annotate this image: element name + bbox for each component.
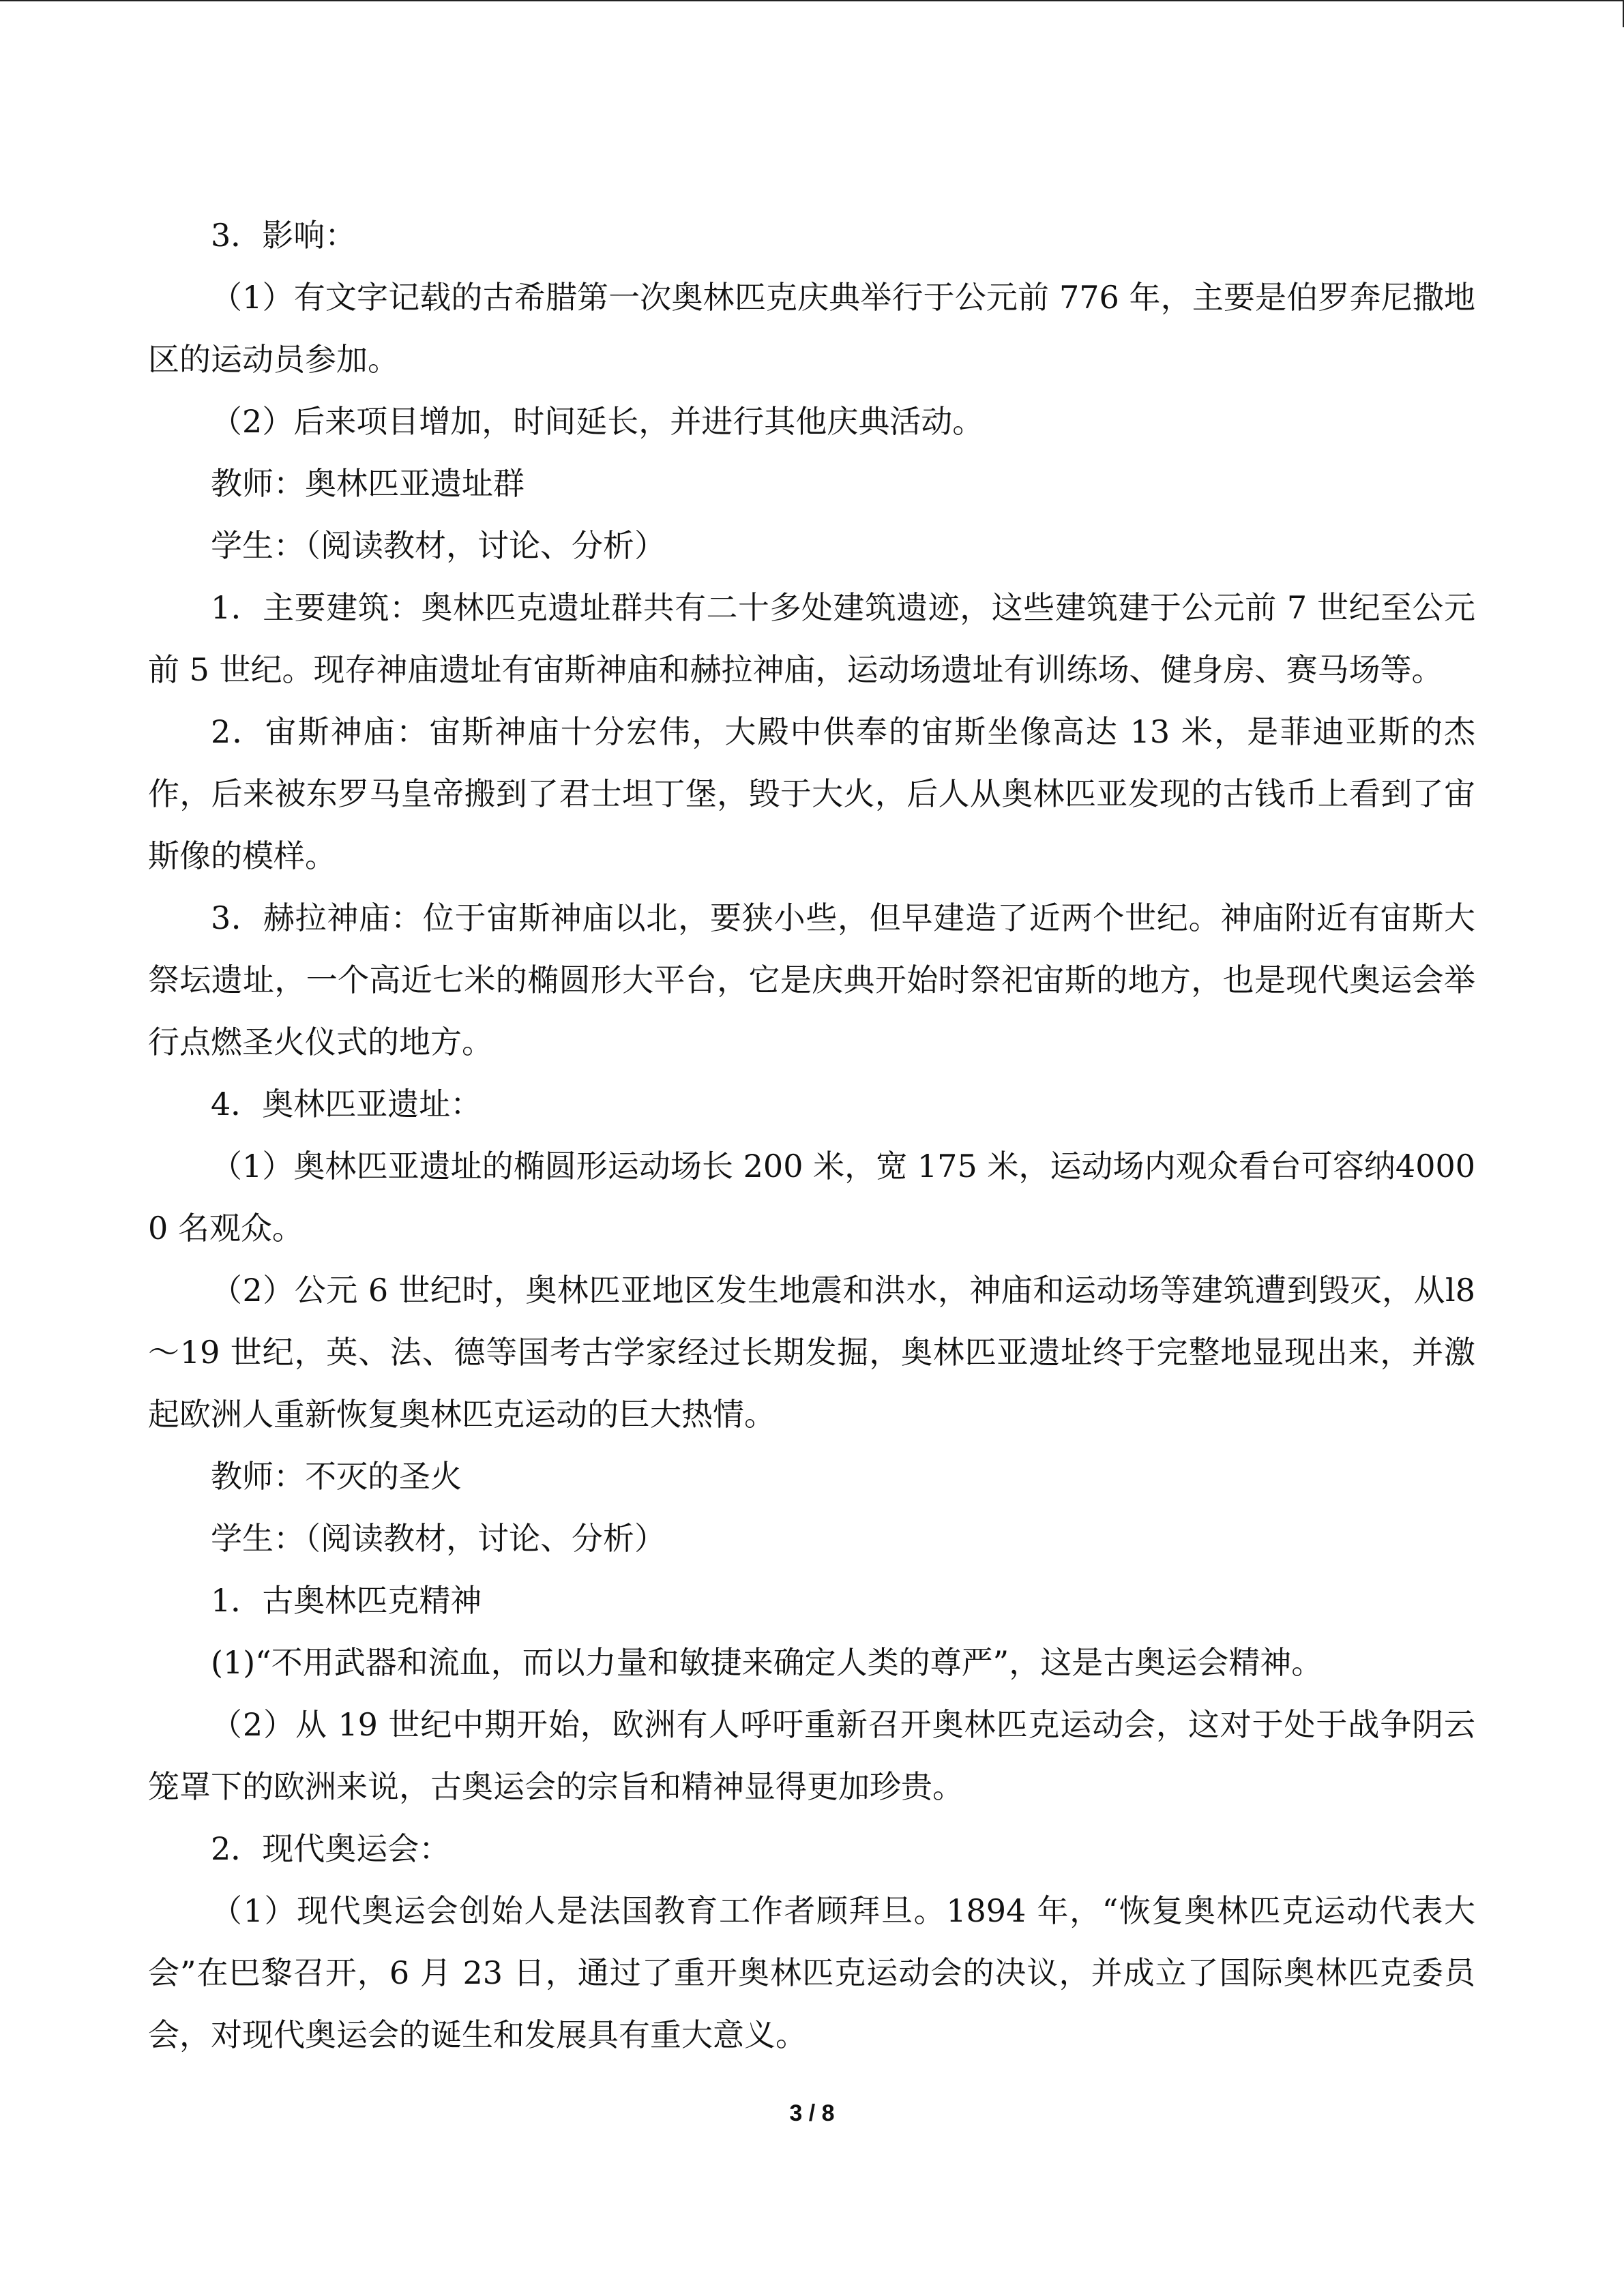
paragraph-modern-olympics-heading: 2．现代奥运会： — [211, 1830, 451, 1867]
paragraph-teacher-eternal-flame: 教师：不灭的圣火 — [211, 1458, 462, 1495]
paragraph-impact-heading: 3．影响： — [211, 217, 357, 254]
paragraph-temple-of-hera: 3．赫拉神庙：位于宙斯神庙以北，要狭小些，但早建造了近两个世纪。神庙附近有宙斯大祭坛遗址，一个高近七米的椭圆形大平台，它是庆典开始时祭祀宙斯的地方，也是现代奥运会举行点燃圣火仪式的地方。 — [148, 899, 1475, 1060]
paragraph-olympia-site-heading: 4．奥林匹亚遗址： — [211, 1086, 482, 1122]
paragraph-student-activity-2: 学生：（阅读教材，讨论、分析） — [211, 1520, 666, 1557]
paragraph-impact-2: （2）后来项目增加，时间延长，并进行其他庆典活动。 — [211, 403, 984, 440]
paragraph-ancient-spirit-2: （2）从 19 世纪中期开始，欧洲有人呼吁重新召开奥林匹克运动会，这对于处于战争阴云笼罩下的欧洲来说，古奥运会的宗旨和精神显得更加珍贵。 — [148, 1706, 1475, 1805]
paragraph-modern-olympics-1: （1）现代奥运会创始人是法国教育工作者顾拜旦。1894 年，“恢复奥林匹克运动代表大会”在巴黎召开，6 月 23 日，通过了重开奥林匹克运动会的决议，并成立了国际奥林匹克委员会，对现代奥运会的诞生和发展具有重大意义。 — [148, 1892, 1475, 2053]
page-number: 3 / 8 — [789, 2100, 835, 2126]
paragraph-teacher-olympia-ruins: 教师：奥林匹亚遗址群 — [211, 465, 525, 502]
paragraph-temple-of-zeus: 2．宙斯神庙：宙斯神庙十分宏伟，大殿中供奉的宙斯坐像高达 13 米，是菲迪亚斯的杰作，后来被东罗马皇帝搬到了君士坦丁堡，毁于大火，后人从奥林匹亚发现的古钱币上看到了宙斯像的模样。 — [148, 713, 1475, 874]
paragraph-ancient-spirit-1: (1)“不用武器和流血，而以力量和敏捷来确定人类的尊严”，这是古奥运会精神。 — [211, 1644, 1323, 1681]
paragraph-main-buildings: 1．主要建筑：奥林匹克遗址群共有二十多处建筑遗迹，这些建筑建于公元前 7 世纪至公元前 5 世纪。现存神庙遗址有宙斯神庙和赫拉神庙，运动场遗址有训练场、健身房、赛马场等。 — [148, 589, 1475, 688]
paragraph-student-activity-1: 学生：（阅读教材，讨论、分析） — [211, 527, 666, 564]
document-body — [148, 205, 1475, 2066]
paragraph-olympia-site-1: （1）奥林匹亚遗址的椭圆形运动场长 200 米，宽 175 米，运动场内观众看台可容纳40000 名观众。 — [148, 1148, 1475, 1247]
paragraph-ancient-spirit-heading: 1．古奥林匹克精神 — [211, 1582, 482, 1619]
paragraph-impact-1: （1）有文字记载的古希腊第一次奥林匹克庆典举行于公元前 776 年，主要是伯罗奔尼撒地区的运动员参加。 — [148, 279, 1475, 378]
paragraph-olympia-site-2: （2）公元 6 世纪时，奥林匹亚地区发生地震和洪水，神庙和运动场等建筑遭到毁灭，从l8～19 世纪，英、法、德等国考古学家经过长期发掘，奥林匹亚遗址终于完整地显现出来，并激起欧洲人重新恢复奥林匹克运动的巨大热情。 — [148, 1272, 1475, 1433]
page-top-border — [0, 0, 1624, 3]
